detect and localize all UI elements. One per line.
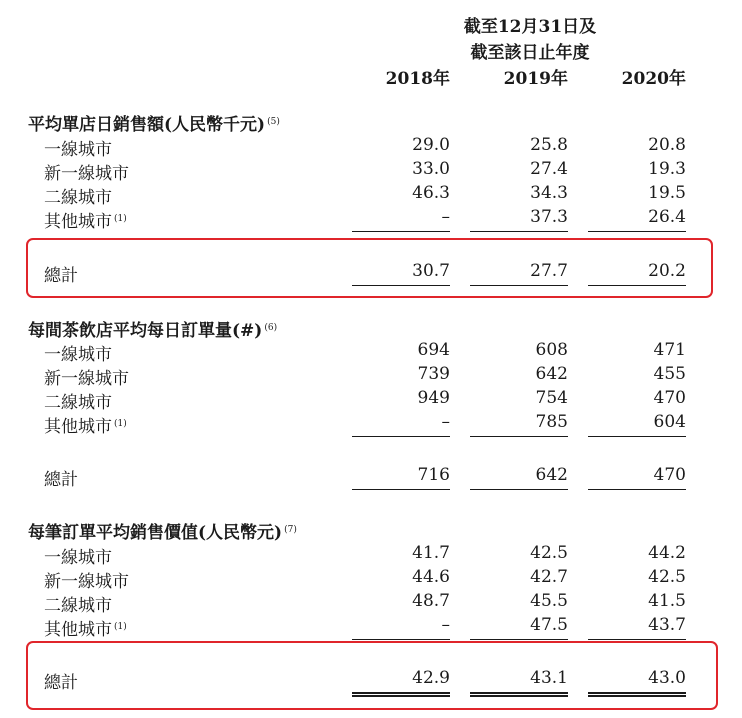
section-title-daily-orders: 每間茶飲店平均每日訂單量(#) $^{(6)}$ (28, 321, 278, 341)
cell-value: 44.2 (648, 543, 686, 563)
row-label-total: 總計 (44, 266, 78, 286)
footnote-ref: (1) (114, 214, 127, 224)
cell-value: 739 (417, 364, 450, 384)
subtotal-rule (588, 639, 686, 640)
row-label-tier2: 二線城市 (44, 596, 112, 616)
subtotal-rule (352, 436, 450, 437)
cell-value: 47.5 (530, 615, 568, 635)
row-label-new-tier1: 新一線城市 (44, 164, 129, 184)
total-rule (588, 489, 686, 490)
row-label-total: 總計 (44, 470, 78, 490)
cell-value: 26.4 (648, 207, 686, 227)
row-label-total: 總計 (44, 673, 78, 693)
cell-value: 43.7 (648, 615, 686, 635)
cell-value: 604 (653, 412, 686, 432)
header-year-2018: 2018年 (385, 69, 450, 89)
total-value: 43.1 (530, 668, 568, 688)
header-period-line2: 截至該日止年度 (470, 43, 590, 63)
row-label-tier2: 二線城市 (44, 393, 112, 413)
total-value: 42.9 (412, 668, 450, 688)
total-rule (470, 489, 568, 490)
total-value: 642 (535, 465, 568, 485)
cell-value: 608 (535, 340, 568, 360)
subtotal-rule (352, 231, 450, 232)
footnote-ref: (6) (264, 323, 278, 333)
cell-value: – (441, 207, 450, 227)
row-label-tier1: 一線城市 (44, 140, 112, 160)
cell-value: 34.3 (530, 183, 568, 203)
cell-value: 470 (653, 388, 686, 408)
footnote-ref: (5) (267, 117, 280, 127)
section-title-daily-sales: 平均單店日銷售額(人民幣千元) $^{(5)}$ (28, 115, 280, 135)
cell-value: 37.3 (530, 207, 568, 227)
header-year-2019: 2019年 (503, 69, 568, 89)
cell-value: – (441, 412, 450, 432)
subtotal-rule (588, 231, 686, 232)
total-value: 43.0 (648, 668, 686, 688)
cell-value: 45.5 (530, 591, 568, 611)
cell-value: 455 (653, 364, 686, 384)
cell-value: 46.3 (412, 183, 450, 203)
total-value: 716 (417, 465, 450, 485)
subtotal-rule (470, 639, 568, 640)
footnote-ref: (7) (284, 525, 297, 535)
cell-value: 471 (653, 340, 686, 360)
row-label-other-cities: 其他城市 $^{(1)}$ (44, 417, 127, 437)
cell-value: 642 (535, 364, 568, 384)
subtotal-rule (352, 639, 450, 640)
cell-value: 20.8 (648, 135, 686, 155)
cell-value: 48.7 (412, 591, 450, 611)
cell-value: 754 (535, 388, 568, 408)
cell-value: 42.7 (530, 567, 568, 587)
total-rule (352, 489, 450, 490)
cell-value: 41.5 (648, 591, 686, 611)
cell-value: 785 (535, 412, 568, 432)
cell-value: 42.5 (648, 567, 686, 587)
header-period-line1: 截至12月31日及 (463, 17, 597, 37)
total-value: 470 (653, 465, 686, 485)
footnote-ref: (1) (114, 622, 127, 632)
cell-value: 33.0 (412, 159, 450, 179)
subtotal-rule (588, 436, 686, 437)
header-year-2020: 2020年 (621, 69, 686, 89)
cell-value: 694 (417, 340, 450, 360)
total-value: 20.2 (648, 261, 686, 281)
row-label-tier1: 一線城市 (44, 548, 112, 568)
subtotal-rule (470, 436, 568, 437)
highlight-box-total-1 (26, 238, 713, 298)
section-title-order-value: 每筆訂單平均銷售價值(人民幣元) $^{(7)}$ (28, 523, 297, 543)
subtotal-rule (470, 231, 568, 232)
cell-value: 19.3 (648, 159, 686, 179)
cell-value: 25.8 (530, 135, 568, 155)
cell-value: 41.7 (412, 543, 450, 563)
row-label-other-cities: 其他城市 $^{(1)}$ (44, 212, 127, 232)
cell-value: 42.5 (530, 543, 568, 563)
cell-value: 44.6 (412, 567, 450, 587)
row-label-new-tier1: 新一線城市 (44, 572, 129, 592)
cell-value: – (441, 615, 450, 635)
cell-value: 949 (417, 388, 450, 408)
total-value: 30.7 (412, 261, 450, 281)
row-label-other-cities: 其他城市 $^{(1)}$ (44, 620, 127, 640)
row-label-tier2: 二線城市 (44, 188, 112, 208)
row-label-tier1: 一線城市 (44, 345, 112, 365)
highlight-box-total-3 (26, 641, 718, 710)
total-value: 27.7 (530, 261, 568, 281)
row-label-new-tier1: 新一線城市 (44, 369, 129, 389)
cell-value: 27.4 (530, 159, 568, 179)
cell-value: 19.5 (648, 183, 686, 203)
cell-value: 29.0 (412, 135, 450, 155)
footnote-ref: (1) (114, 419, 127, 429)
